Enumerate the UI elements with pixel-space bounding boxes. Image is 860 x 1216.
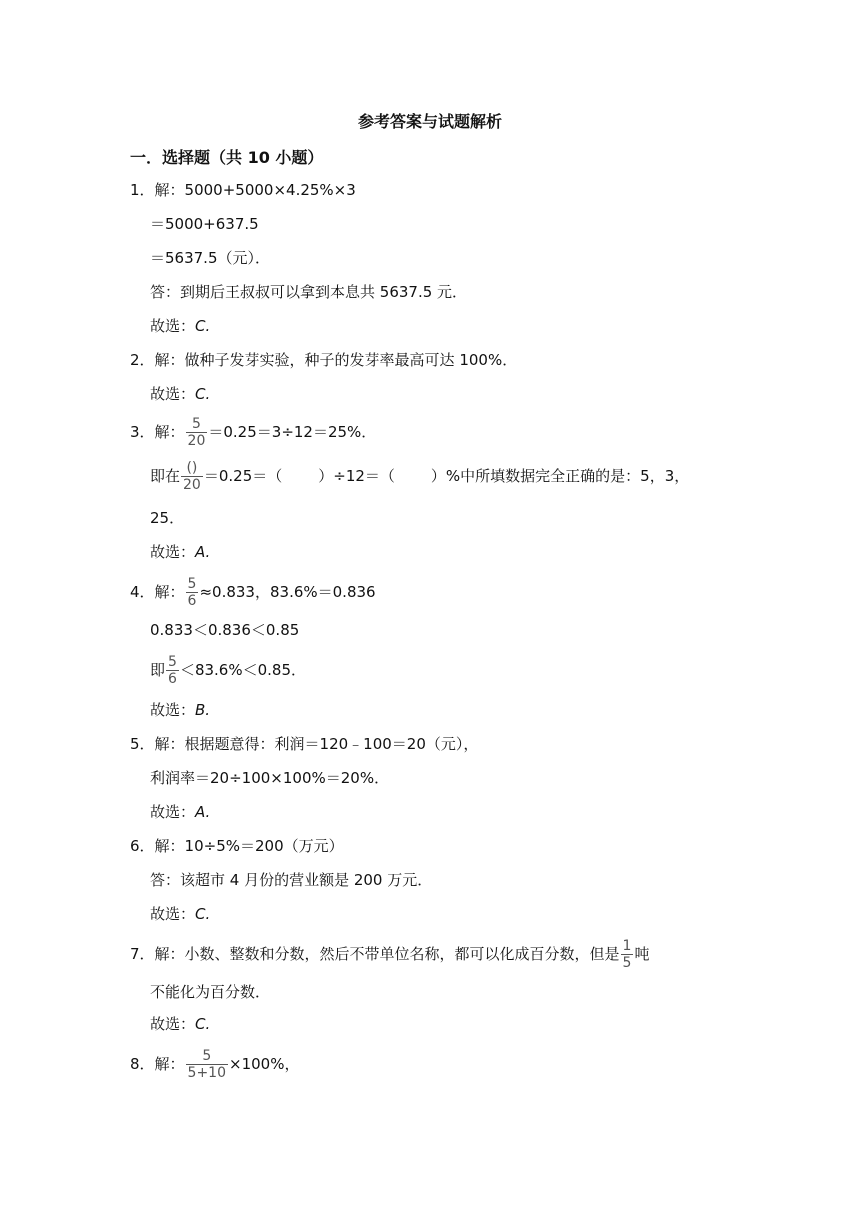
q6-line-1: 6．解：10÷5%＝200（万元） [130, 837, 344, 855]
q1-answer [150, 316, 210, 336]
answer-prefix: 故选： [150, 385, 196, 403]
q3-l2-part-a: ＝0.25＝（ [203, 467, 283, 485]
fraction-numerator: 1 [622, 938, 632, 954]
q4-l3-rest: ＜83.6%＜0.85． [179, 661, 306, 679]
q7-text: 7．解：小数、整数和分数，然后不带单位名称，都可以化成百分数，但是 [130, 945, 620, 963]
answer-prefix: 故选： [150, 317, 196, 335]
q1-line-1: 1．解：5000+5000×4.25%×3 [130, 181, 356, 199]
q4-l3-prefix: 即 [150, 661, 166, 679]
answer-prefix: 故选： [150, 543, 196, 561]
answer-letter: A. [195, 803, 211, 821]
answer-letter: B. [195, 701, 211, 719]
answer-letter: C. [195, 317, 211, 335]
fraction-numerator: 5 [187, 576, 197, 592]
section-heading: 一．选择题（共 10 小题） [130, 148, 324, 167]
q3-prefix: 3．解： [130, 423, 185, 441]
q4-answer [150, 700, 210, 720]
fraction [621, 938, 634, 971]
q7-answer [150, 1014, 210, 1034]
fraction-denominator: 20 [183, 477, 201, 493]
q5-line-2: 利润率＝20÷100×100%＝20%． [150, 769, 390, 787]
q6-line-2: 答：该超市 4 月份的营业额是 200 万元． [150, 871, 433, 889]
q3-l2-part-b: ）÷12＝（ [318, 467, 395, 485]
fraction-numerator: 5 [168, 654, 177, 670]
fraction [186, 1048, 228, 1081]
fraction-denominator: 20 [187, 433, 206, 449]
fraction [181, 460, 203, 493]
fraction-denominator: 6 [187, 593, 197, 609]
q1-line-2: ＝5000+637.5 [150, 215, 259, 233]
fraction-denominator: 6 [168, 671, 177, 687]
q4-line-3 [150, 654, 306, 687]
answer-prefix: 故选： [150, 803, 196, 821]
q7-unit: 吨 [634, 945, 650, 963]
q6-answer [150, 904, 210, 924]
q7-line-2: 不能化为百分数． [150, 983, 271, 1001]
fraction-numerator: 5 [202, 1048, 212, 1064]
answer-letter: C. [195, 385, 211, 403]
q3-l2-prefix: 即在 [150, 467, 181, 485]
answer-prefix: 故选： [150, 905, 196, 923]
q5-line-1: 5．解：根据题意得：利润＝120﹣100＝20（元）， [130, 735, 479, 753]
q4-rest: ≈0.833，83.6%＝0.836 [199, 583, 376, 601]
q2-answer [150, 384, 210, 404]
answer-prefix: 故选： [150, 701, 196, 719]
q3-rest: ＝0.25＝3÷12＝25%． [208, 423, 377, 441]
q3-line-2 [150, 460, 689, 493]
q5-answer [150, 802, 210, 822]
fraction-numerator: () [186, 460, 198, 476]
q1-line-4: 答：到期后王叔叔可以拿到本息共 5637.5 元． [150, 283, 468, 301]
q4-line-2: 0.833＜0.836＜0.85 [150, 621, 300, 639]
answer-letter: C. [195, 905, 211, 923]
fraction [166, 654, 179, 687]
q4-prefix: 4．解： [130, 583, 185, 601]
q2-line-1: 2．解：做种子发芽实验，种子的发芽率最高可达 100%． [130, 351, 518, 369]
page-title: 参考答案与试题解析 [357, 112, 502, 131]
q1-line-3: ＝5637.5（元）． [150, 249, 270, 267]
answer-letter: A. [195, 543, 211, 561]
q3-line-3: 25． [150, 509, 185, 527]
q3-answer [150, 542, 210, 562]
answer-letter: C. [195, 1015, 211, 1033]
q4-line-1 [130, 576, 376, 609]
fraction [186, 576, 199, 609]
fraction-numerator: 5 [192, 416, 201, 432]
q8-line-1 [130, 1048, 299, 1081]
q8-prefix: 8．解： [130, 1055, 185, 1073]
fraction-denominator: 5+10 [187, 1065, 226, 1081]
fraction [186, 416, 208, 449]
q3-l2-part-c: ）%中所填数据完全正确的是：5，3， [430, 467, 690, 485]
answer-prefix: 故选： [150, 1015, 196, 1033]
fraction-denominator: 5 [622, 955, 632, 971]
q3-line-1 [130, 416, 376, 449]
q7-line-1 [130, 938, 649, 971]
q8-rest: ×100%， [229, 1055, 300, 1073]
